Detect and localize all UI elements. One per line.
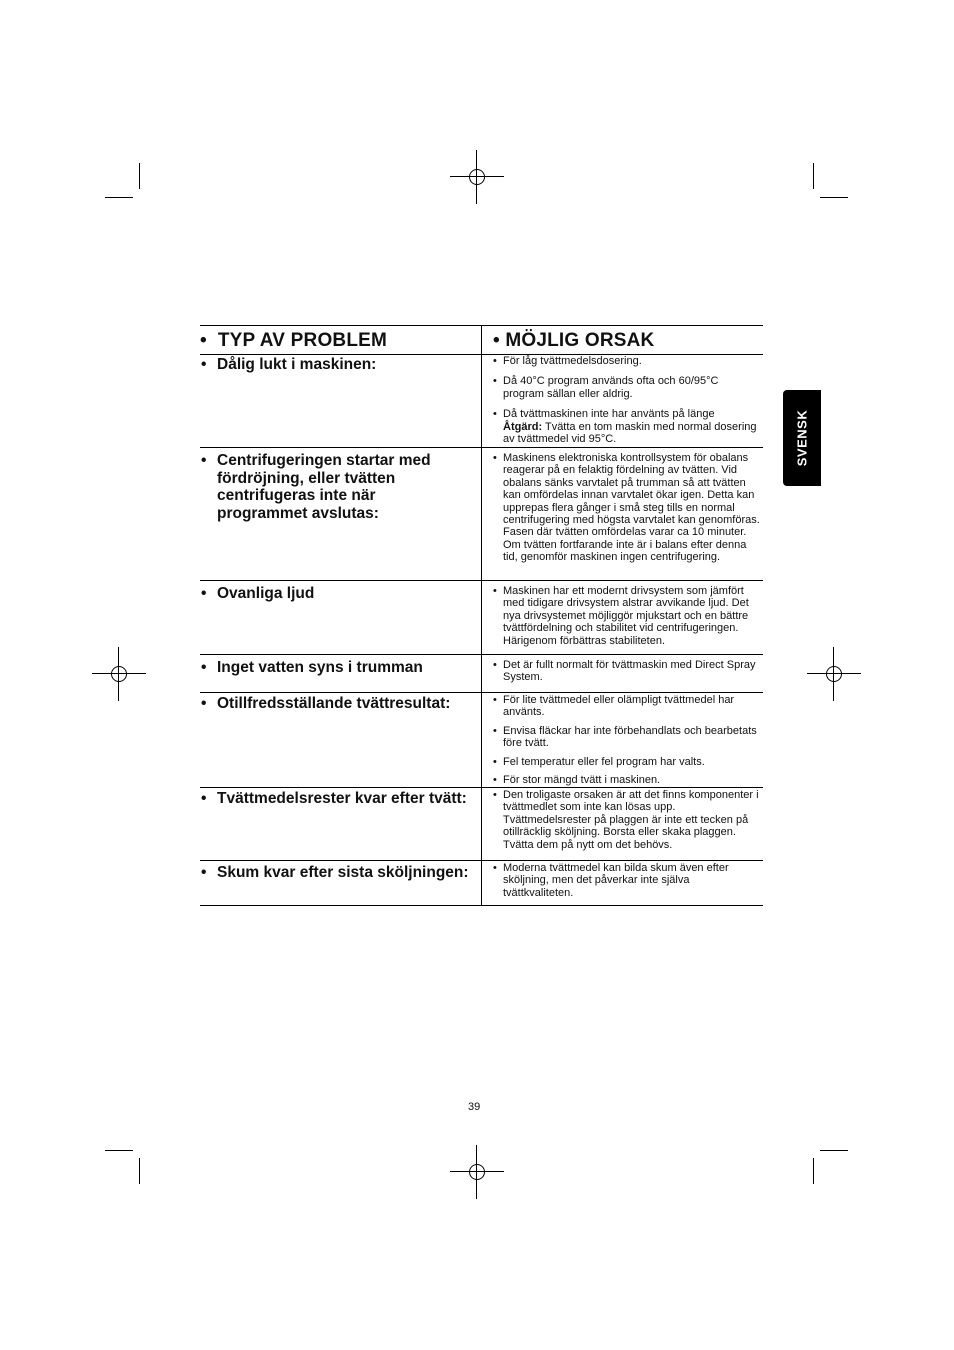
list-item: • Den troligaste orsaken är att det finns komponenter i tvättmedlet som inte kan lösas upp. Tvättmedelsrester på plaggen är inte ett tecken på otillräcklig sköljning. Borsta eller skaka plaggen. Tvätta dem på nytt om det behövs. <box>493 789 759 851</box>
list-item: • Maskinen har ett modernt drivsystem som jämfört med tidigare drivsystem alstrar avvikande ljud. Det nya drivsystemet möjliggör mjukstart och en bättre tvättfördelning och stabilitet vid centrifugeringen. Härigenom förbättras stabiliteten. <box>493 585 749 647</box>
crop-mark <box>105 1150 133 1151</box>
row-rule <box>200 447 763 448</box>
crop-mark <box>813 163 814 189</box>
row-rule <box>200 580 763 581</box>
list-item: • För låg tvättmedelsdosering. <box>493 355 642 367</box>
row-rule <box>200 787 763 788</box>
causes-residue <box>490 789 762 857</box>
list-item: • Då tvättmaskinen inte har använts på länge Åtgärd: Tvätta en tom maskin med normal dosering av tvättmedel vid 95°C. <box>493 408 757 446</box>
list-item: • Det är fullt normalt för tvättmaskin med Direct Spray System. <box>493 659 756 684</box>
row-rule <box>200 860 763 861</box>
registration-mark <box>450 1145 504 1199</box>
column-divider <box>481 325 482 905</box>
list-item: • Moderna tvättmedel kan bilda skum även efter sköljning, men det påverkar inte själva tvättkvaliteten. <box>493 862 729 899</box>
header-cause: • MÖJLIG ORSAK <box>493 330 655 351</box>
header-problem: • TYP AV PROBLEM <box>200 330 388 351</box>
crop-mark <box>105 197 133 198</box>
registration-mark <box>807 647 861 701</box>
causes-no-water <box>490 659 762 690</box>
crop-mark <box>139 1158 140 1184</box>
problem-wash-result: • Otillfredsställande tvättresultat: <box>201 695 451 712</box>
row-rule <box>200 654 763 655</box>
causes-foam <box>490 862 762 905</box>
problem-residue: • Tvättmedelsrester kvar efter tvätt: <box>201 790 467 807</box>
table-bottom-rule <box>200 905 763 906</box>
row-rule <box>200 692 763 693</box>
crop-mark <box>139 163 140 189</box>
problem-no-water: • Inget vatten syns i trumman <box>201 659 423 676</box>
crop-mark <box>813 1158 814 1184</box>
crop-mark <box>820 1150 848 1151</box>
list-item: • Fel temperatur eller fel program har valts. <box>493 755 705 768</box>
causes-wash-result <box>490 694 762 792</box>
list-item: • Då 40°C program används ofta och 60/95°C program sällan eller aldrig. <box>493 375 719 400</box>
list-item: • För lite tvättmedel eller olämpligt tvättmedel har använts. <box>493 694 735 719</box>
problem-spin-delay: • Centrifugeringen startar med fördröjning, eller tvätten centrifugeras inte när programmet avslutas: <box>201 452 431 522</box>
registration-mark <box>92 647 146 701</box>
registration-mark <box>450 150 504 204</box>
language-tab-label: SVENSK <box>794 409 810 467</box>
problem-noise: • Ovanliga ljud <box>201 585 315 602</box>
problem-odor: • Dålig lukt i maskinen: <box>201 356 377 373</box>
problem-foam: • Skum kvar efter sista sköljningen: <box>201 864 469 881</box>
list-item: • Maskinens elektroniska kontrollsystem för obalans reagerar på en felaktig fördelning av tvätten. Vid obalans sänks varvtalet på trumman så att tvätten kan omfördelas innan varvtalet ökar igen. Detta kan upprepas flera gånger i små steg tills en normal centrifugering med högsta varvtalet kan genomföras. Fasen där tvätten omfördelas varar ca 10 minuter. Om tvätten fortfarande inte är i balans efter denna tid, genomför maskinen ingen centrifugering. <box>493 452 760 564</box>
causes-noise <box>490 585 762 653</box>
causes-spin-delay <box>490 452 762 570</box>
list-item: • För stor mängd tvätt i maskinen. <box>493 774 661 787</box>
crop-mark <box>820 197 848 198</box>
page-number: 39 <box>468 1101 481 1113</box>
causes-odor <box>490 355 762 451</box>
list-item: • Envisa fläckar har inte förbehandlats och bearbetats före tvätt. <box>493 724 757 750</box>
language-tab <box>783 390 821 486</box>
